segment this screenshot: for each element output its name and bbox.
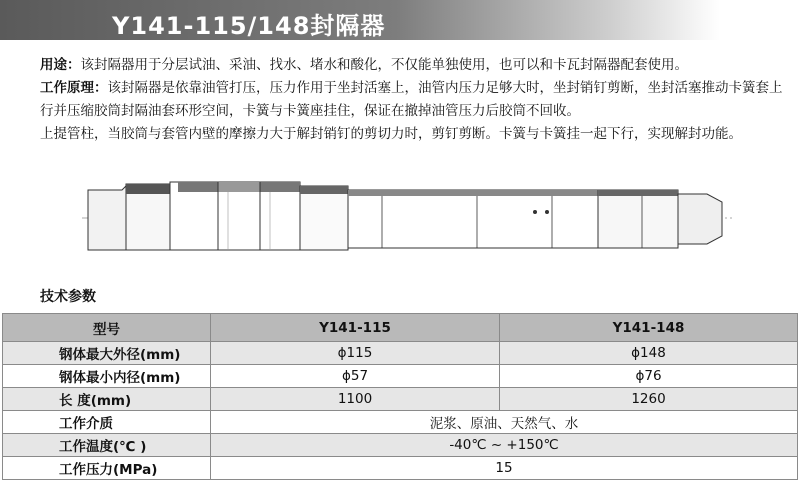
row-name: 工作温度(℃ ) [3, 434, 211, 457]
table-row [3, 434, 798, 457]
row-value-col2: ϕ76 [500, 365, 798, 388]
row-name: 钢体最小内径(mm) [3, 365, 211, 388]
usage-label: 用途： [40, 57, 81, 73]
principle-paragraph [40, 77, 792, 123]
row-value-col2: 1260 [500, 388, 798, 411]
packer-drawing [82, 172, 732, 262]
table-row [3, 342, 798, 365]
usage-text: 该封隔器用于分层试油、采油、找水、堵水和酸化，不仅能单独使用，也可以和卡瓦封隔器配套使用。 [80, 57, 688, 73]
principle-label: 工作原理： [40, 80, 108, 96]
params-section-title: 技术参数 [40, 289, 96, 305]
spec-table [2, 313, 798, 480]
row-name: 钢体最大外径(mm) [3, 342, 211, 365]
header-col1: Y141-115 [211, 314, 500, 342]
row-name: 工作介质 [3, 411, 211, 434]
spec-table-header [3, 314, 798, 342]
title-bar [0, 0, 800, 40]
principle-text: 该封隔器是依靠油管打压，压力作用于坐封活塞上，油管内压力足够大时，坐封销钉剪断，坐封活塞推动卡簧套上行并压缩胶筒封隔油套环形空间，卡簧与卡簧座挂住，保证在撤掉油管压力后胶筒不回收。 [40, 80, 783, 119]
row-name: 工作压力(MPa) [3, 457, 211, 480]
table-row [3, 457, 798, 480]
row-value-col2: ϕ148 [500, 342, 798, 365]
table-row [3, 411, 798, 434]
row-value-col1: ϕ115 [211, 342, 500, 365]
header-col2: Y141-148 [500, 314, 798, 342]
header-name: 型号 [3, 314, 211, 342]
table-row [3, 388, 798, 411]
release-paragraph [40, 123, 792, 146]
row-name: 长 度(mm) [3, 388, 211, 411]
usage-paragraph [40, 54, 792, 77]
row-merged-value: 泥浆、原油、天然气、水 [211, 411, 798, 434]
page-title: Y141-115/148封隔器 [112, 12, 386, 40]
row-merged-value: -40℃ ~ +150℃ [211, 434, 798, 457]
release-text: 上提管柱，当胶筒与套管内壁的摩擦力大于解封销钉的剪切力时，剪钉剪断。卡簧与卡簧挂一起下行，实现解封功能。 [40, 126, 742, 142]
table-row [3, 365, 798, 388]
description [40, 54, 792, 146]
row-merged-value: 15 [211, 457, 798, 480]
row-value-col1: ϕ57 [211, 365, 500, 388]
row-value-col1: 1100 [211, 388, 500, 411]
